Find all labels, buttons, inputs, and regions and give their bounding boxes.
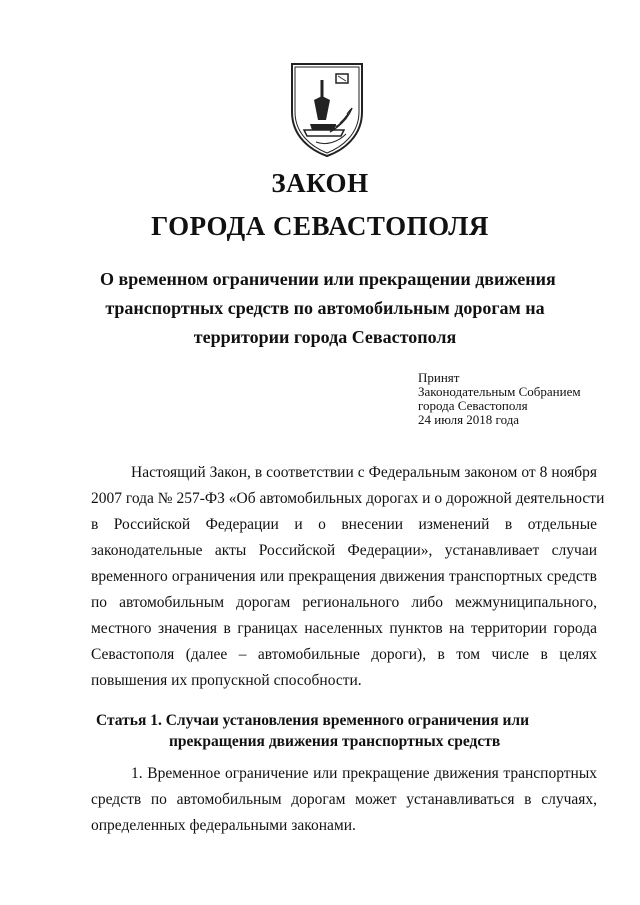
paragraph-line: 1. Временное ограничение или прекращение движения транспортных	[131, 765, 597, 782]
paragraph-line: 2007 года № 257-ФЗ «Об автомобильных дорогах и о дорожной деятельности	[91, 490, 605, 507]
article-heading-line: прекращения движения транспортных средств	[169, 733, 501, 750]
paragraph-line: по автомобильным дорогам регионального либо межмуниципального,	[91, 594, 597, 611]
subtitle-line: территории города Севастополя	[193, 327, 457, 347]
paragraph-line: в Российской Федерации и о внесении изменений в отдельные	[91, 516, 597, 533]
document-title: ЗАКОН	[271, 168, 369, 198]
law-subtitle	[100, 265, 556, 352]
subtitle-line: транспортных средств по автомобильным дорогам на	[105, 298, 545, 318]
adoption-note	[418, 371, 581, 427]
article-1-heading	[96, 710, 529, 752]
adoption-line: города Севастополя	[418, 398, 528, 413]
paragraph-line: местного значения в границах населенных пунктов на территории города	[91, 620, 597, 637]
paragraph-line: Настоящий Закон, в соответствии с Федеральным законом от 8 ноября	[131, 464, 597, 481]
adoption-line: Законодательным Собранием	[418, 384, 581, 399]
article-1-paragraph	[91, 761, 597, 839]
paragraph-line: повышения их пропускной способности.	[91, 672, 362, 689]
paragraph-line: средств по автомобильным дорогам может устанавливаться в случаях,	[91, 791, 597, 808]
paragraph-line: Севастополя (далее – автомобильные дороги), в том числе в целях	[91, 646, 597, 663]
paragraph-line: определенных федеральными законами.	[91, 817, 356, 834]
paragraph-line: временного ограничения или прекращения движения транспортных средств	[91, 568, 597, 585]
document-title-city: ГОРОДА СЕВАСТОПОЛЯ	[151, 211, 489, 241]
preamble-paragraph	[91, 460, 605, 694]
subtitle-line: О временном ограничении или прекращении движения	[100, 269, 556, 289]
adoption-line: Принят	[418, 370, 460, 385]
paragraph-line: законодательные акты Российской Федерации», устанавливает случаи	[91, 542, 597, 559]
adoption-date: 24 июля 2018 года	[418, 412, 520, 427]
article-heading-line: Статья 1. Случаи установления временного ограничения или	[96, 712, 530, 729]
coat-of-arms-icon	[286, 60, 368, 158]
